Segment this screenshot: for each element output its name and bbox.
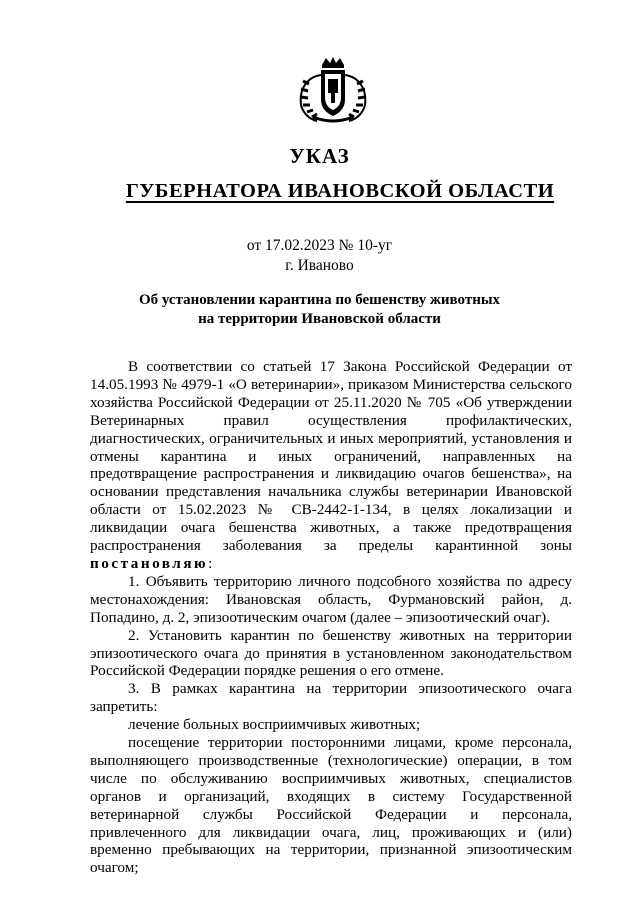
document-body: [90, 358, 572, 877]
document-city: г. Иваново: [285, 257, 354, 274]
decree-word: постановляю: [90, 554, 209, 572]
document-subject: [0, 291, 639, 329]
subject-line-2: на территории Ивановской области: [198, 311, 441, 327]
item-1-paragraph: 1. Объявить территорию личного подсобного хозяйства по адресу местонахождения: Ивановская область, Фурмановский район, д. Попадино, д. 2, эпизоотическим очагом (далее – эпизоотический очаг).: [90, 572, 572, 626]
coat-of-arms-emblem: [295, 55, 371, 125]
issuer-text: ГУБЕРНАТОРА ИВАНОВСКОЙ ОБЛАСТИ: [125, 180, 555, 202]
item-3-subitem-a: лечение больных восприимчивых животных;: [128, 716, 421, 734]
document-title: УКАЗ: [289, 144, 350, 168]
item-2-paragraph: 2. Установить карантин по бешенству животных на территории эпизоотического очага до принятия в установленном законодательством Российской Федерации порядке решения о его отмене.: [90, 626, 572, 680]
document-issuer: [0, 180, 639, 203]
preamble-paragraph: [90, 358, 572, 573]
document-date-number: от 17.02.2023 № 10-уг: [246, 237, 393, 254]
subject-line-1: Об установлении карантина по бешенству животных: [138, 292, 501, 308]
item-3-subitem-b: посещение территории посторонними лицами, кроме персонала, выполняющего производственные (технологические) операции, в том числе по обслуживанию восприимчивых животных, специалистов органов и организаций, входящих в систему Государственной ветеринарной службы Российской Федерации и персонала, привлеченного для ликвидации очага, лиц, проживающих и (или) временно пребывающих на территории, признанной эпизоотическим очагом;: [90, 734, 572, 877]
decree-colon: :: [208, 554, 213, 572]
item-3-paragraph: 3. В рамках карантина на территории эпизоотического очага запретить:: [90, 680, 572, 716]
preamble-text: В соответствии со статьей 17 Закона Российской Федерации от 14.05.1993 № 4979-1 «О ветеринарии», приказом Министерства сельского хозяйства Российской Федерации от 25.11.2020 № 705 «Об утверждении Ветеринарных правил осуществления профилактических, диагностических, ограничительных и иных мероприятий, установления и отмены карантина и иных ограничений, направленных на предотвращение распространения и ликвидацию очагов бешенства», на основании представления начальника службы ветеринарии Ивановской области от 15.02.2023 № СВ-2442-1-134, в целях локализации и ликвидации очага бешенства животных, а также предотвращения распространения заболевания за пределы карантинной зоны: [90, 358, 572, 555]
